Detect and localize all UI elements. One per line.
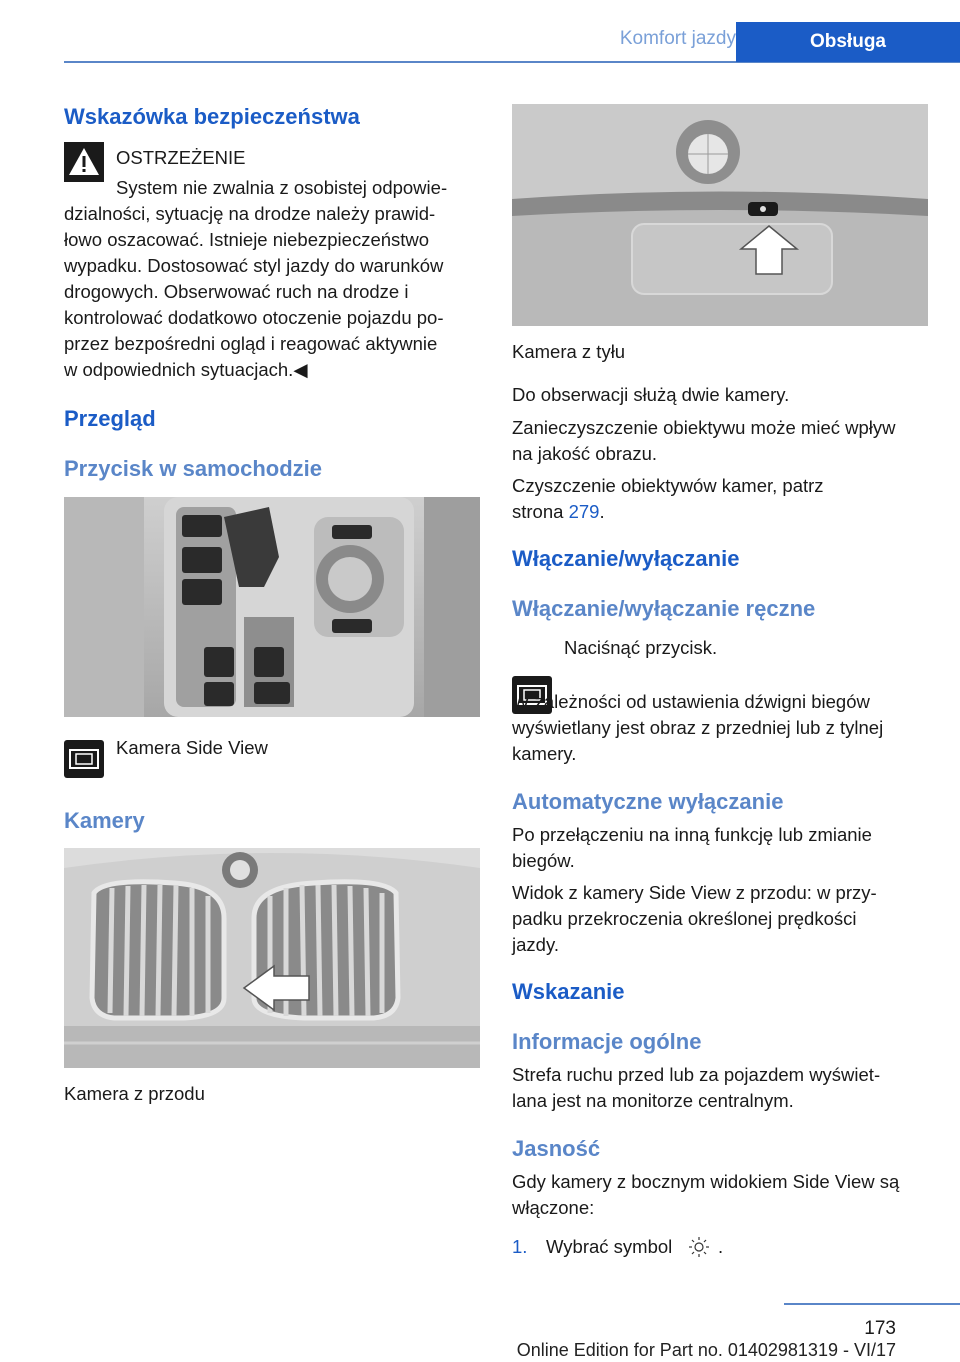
step-number: 1. — [512, 1236, 528, 1257]
camera-button-icon — [64, 740, 104, 778]
warning-line: drogowych. Obserwować ruch na drodze i — [64, 281, 409, 302]
paragraph: Czyszczenie obiektywów kamer, patrz — [512, 475, 824, 496]
warning-line: dzialności, sytuację na drodze należy prawid‐ — [64, 203, 436, 224]
paragraph: wyświetlany jest obraz z przedniej lub z tylnej — [512, 717, 884, 738]
chapter-tab[interactable]: Obsługa — [736, 22, 960, 62]
paragraph: Po przełączeniu na inną funkcję lub zmianie — [512, 824, 872, 845]
warning-title: OSTRZEŻENIE — [116, 147, 246, 168]
paragraph: lana jest na monitorze centralnym. — [512, 1090, 794, 1111]
general-info-heading: Informacje ogólne — [512, 1029, 702, 1054]
edition-note: Online Edition for Part no. 01402981319 - VI/17 — [516, 1340, 896, 1360]
paragraph: W zależności od ustawienia dźwigni biegów — [512, 691, 870, 712]
camera-side-view-caption: Kamera Side View — [116, 737, 268, 758]
step-text: Wybrać symbol — [546, 1236, 673, 1257]
brightness-heading: Jasność — [512, 1136, 601, 1161]
rear-camera-photo — [512, 104, 928, 326]
paragraph: włączone: — [512, 1197, 595, 1218]
paragraph: jazdy. — [512, 934, 559, 955]
step-end: . — [718, 1236, 724, 1257]
warning-line: kontrolować dodatkowo otoczenie pojazdu po‐ — [64, 307, 444, 328]
text: strona — [512, 501, 569, 522]
text: . — [599, 501, 605, 522]
cameras-heading: Kamery — [64, 808, 145, 833]
section-tab[interactable]: Komfort jazdy — [619, 28, 736, 49]
console-button-photo — [64, 497, 480, 717]
page-header — [0, 0, 960, 64]
paragraph: Strefa ruchu przed lub za pojazdem wyświet‐ — [512, 1064, 881, 1085]
brightness-icon — [688, 1236, 710, 1258]
paragraph: padku przekroczenia określonej prędkości — [512, 908, 857, 929]
warning-icon — [64, 142, 104, 182]
warning-line: przez bezpośredni ogląd i reagować aktywnie — [64, 333, 438, 354]
paragraph: biegów. — [512, 850, 575, 871]
button-heading: Przycisk w samochodzie — [64, 456, 322, 481]
warning-line: wypadku. Dostosować styl jazdy do warunków — [64, 255, 444, 276]
page-number: 173 — [864, 1318, 896, 1339]
auto-off-heading: Automatyczne wyłączanie — [512, 789, 784, 814]
overview-heading: Przegląd — [64, 406, 156, 431]
warning-line: System nie zwalnia z osobistej odpowie‐ — [116, 177, 448, 198]
paragraph: na jakość obrazu. — [512, 443, 658, 464]
paragraph — [512, 499, 605, 524]
warning-line: łowo oszacować. Istnieje niebezpieczeństwo — [64, 229, 430, 250]
press-button-text: Naciśnąć przycisk. — [564, 637, 718, 658]
page-reference-link[interactable]: 279 — [568, 501, 600, 522]
warning-line: w odpowiednich sytuacjach.◀ — [64, 359, 308, 380]
paragraph: Widok z kamery Side View z przodu: w przy‐ — [512, 882, 877, 903]
paragraph: kamery. — [512, 743, 577, 764]
manual-heading: Włączanie/wyłączanie ręczne — [512, 596, 816, 621]
safety-heading: Wskazówka bezpieczeństwa — [64, 104, 360, 129]
paragraph: Gdy kamery z bocznym widokiem Side View są — [512, 1171, 900, 1192]
paragraph: Do obserwacji służą dwie kamery. — [512, 384, 790, 405]
front-camera-photo — [64, 848, 480, 1068]
paragraph: Zanieczyszczenie obiektywu może mieć wpływ — [512, 417, 896, 438]
display-heading: Wskazanie — [512, 979, 625, 1004]
rear-camera-caption: Kamera z tyłu — [512, 341, 626, 362]
footer-rule — [784, 1303, 960, 1305]
onoff-heading: Włączanie/wyłączanie — [512, 546, 740, 571]
front-camera-caption: Kamera z przodu — [64, 1083, 205, 1104]
